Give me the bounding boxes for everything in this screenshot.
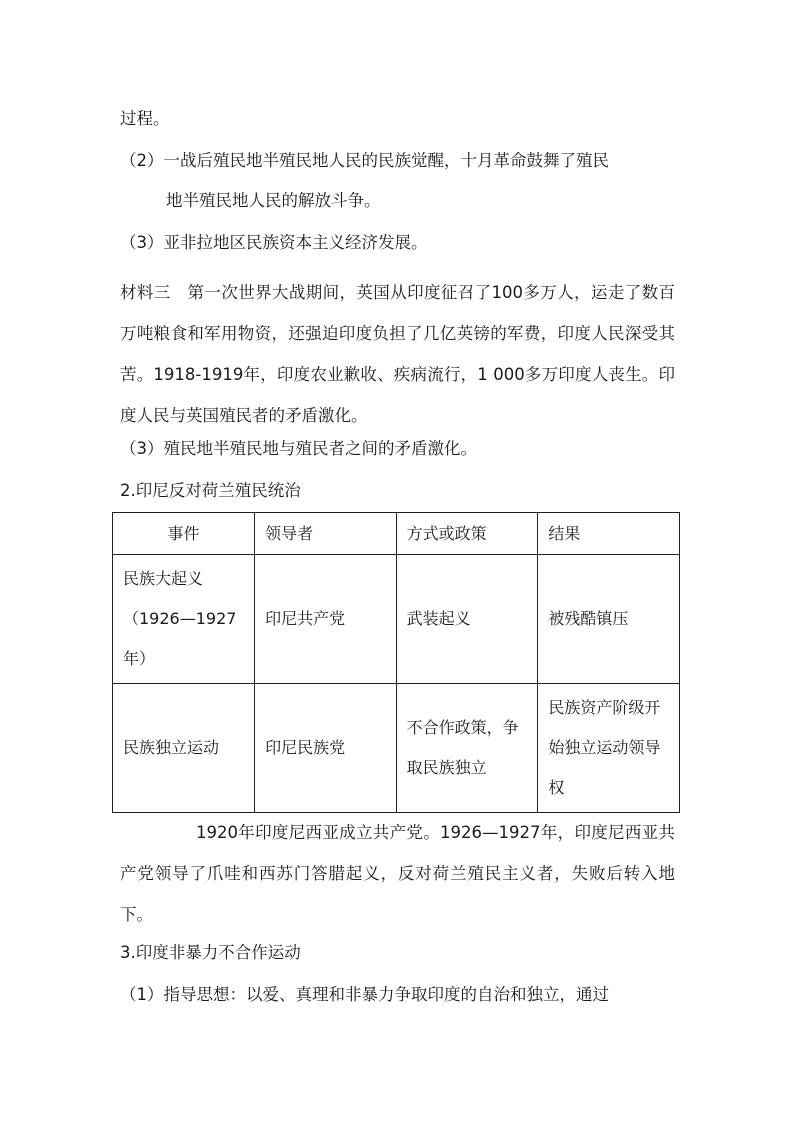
table-cell: 印尼民族党 [255, 684, 397, 813]
table-cell: 民族独立运动 [113, 684, 255, 813]
text-line: （3）亚非拉地区民族资本主义经济发展。 [120, 233, 428, 252]
material-three-paragraph: 材料三 第一次世界大战期间，英国从印度征召了100多万人，运走了数百万吨粮食和军用物资，还强迫印度负担了几亿英镑的军费，印度人民深受其苦。1918-1919年，印度农业歉收、疾病流行，1 000多万印度人丧生。印度人民与英国殖民者的矛盾激化。 [120, 283, 675, 425]
table-cell: 不合作政策，争取民族独立 [396, 684, 538, 813]
text-line: 地半殖民地人民的解放斗争。 [166, 191, 381, 210]
column-header: 领导者 [255, 513, 397, 555]
indonesia-events-table [112, 512, 680, 813]
table-row [113, 555, 680, 684]
table-cell: 武装起义 [396, 555, 538, 684]
text-line: 过程。 [120, 109, 170, 128]
text-line: （1）指导思想：以爱、真理和非暴力争取印度的自治和独立，通过 [120, 985, 609, 1004]
table-row [113, 684, 680, 813]
table-header-row [113, 513, 680, 555]
section-heading: 3.印度非暴力不合作运动 [120, 943, 301, 962]
column-header: 结果 [538, 513, 680, 555]
text-line: （3）殖民地半殖民地与殖民者之间的矛盾激化。 [120, 439, 477, 458]
column-header: 方式或政策 [396, 513, 538, 555]
section-heading: 2.印尼反对荷兰殖民统治 [120, 481, 301, 500]
table-cell: 民族大起义（1926—1927年） [113, 555, 255, 684]
table-cell: 印尼共产党 [255, 555, 397, 684]
indonesia-paragraph: 1920年印度尼西亚成立共产党。1926—1927年，印度尼西亚共产党领导了爪哇和西苏门答腊起义，反对荷兰殖民主义者，失败后转入地下。 [120, 823, 675, 924]
text-line: （2）一战后殖民地半殖民地人民的民族觉醒，十月革命鼓舞了殖民 [120, 151, 609, 170]
table-cell: 民族资产阶级开始独立运动领导权 [538, 684, 680, 813]
column-header: 事件 [113, 513, 255, 555]
table-cell: 被残酷镇压 [538, 555, 680, 684]
